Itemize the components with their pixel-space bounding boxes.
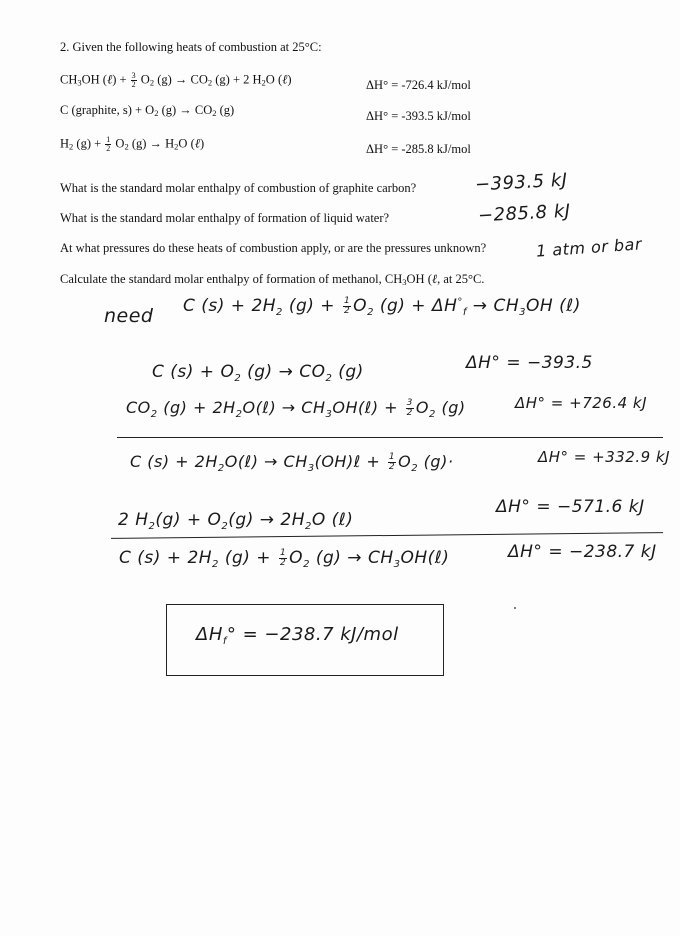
question-4: Calculate the standard molar enthalpy of formation of methanol, $CH_3OH$ (ℓ, at 25°C. — [60, 272, 485, 287]
reaction-1-enthalpy: ΔH° = -726.4 kJ/mol — [366, 78, 471, 92]
sum-line-1 — [117, 437, 663, 438]
step-5-equation: C $(s) + 2H_2$ (g) + $\frac{1}{2}$ $O_2$ $(g) \to CH_3OH(\ell)$ — [119, 547, 450, 570]
step-3-enthalpy: ΔH° = +332.9 kJ — [538, 448, 671, 466]
fraction: $\frac{1}{2}$ — [106, 135, 111, 153]
fraction: $\frac{3}{2}$ — [406, 398, 413, 418]
reaction-2-equation: C (graphite, $s) + O_2$ $(g) \to CO_2$ (g) — [60, 103, 235, 118]
reaction-3-equation: $H_2$ (g) + $\frac{1}{2}$ $O_2$ $(g) \to H_2O$ (ℓ) — [60, 135, 205, 153]
fraction: $\frac{1}{2}$ — [279, 547, 287, 568]
answer-3: 1 atm or bar — [535, 234, 643, 261]
reaction-3-enthalpy: ΔH° = -285.8 kJ/mol — [366, 142, 471, 156]
sum-line-2 — [111, 532, 663, 539]
step-4-equation: 2 $H_2(g) + O_2(g) \to 2H_2O$ (ℓ) — [118, 510, 354, 532]
need-equation: C $(s) + 2H_2$ (g) + $\frac{1}{2}$ $O_2$ $(g) + \Delta H^\circ_f \to CH_3OH$ (ℓ) — [183, 295, 581, 318]
step-2-enthalpy: ΔH° = +726.4 kJ — [515, 394, 648, 412]
answer-2: −285.8 kJ — [477, 200, 572, 227]
step-3-equation: C $(s) + 2H_2O(\ell)$ → $CH_3(OH)\ell$ + $\frac{1}{2}$ $O_2$ (g)· — [130, 452, 454, 474]
need-label: need — [104, 305, 154, 327]
fraction: $\frac{3}{2}$ — [131, 71, 136, 89]
fraction: $\frac{1}{2}$ — [343, 295, 351, 316]
question-2: What is the standard molar enthalpy of formation of liquid water? — [60, 211, 390, 225]
reaction-2-enthalpy: ΔH° = -393.5 kJ/mol — [366, 109, 471, 123]
step-5-enthalpy: ΔH° = −238.7 kJ — [508, 542, 657, 562]
fraction: $\frac{1}{2}$ — [388, 452, 396, 472]
step-2-equation: $CO_2$ $(g) + 2H_2O(\ell)$ → $CH_3OH(\ell)$ + $\frac{3}{2}$ $O_2$ (g) — [126, 398, 466, 420]
reaction-1-equation: $CH_3OH$ (ℓ) + $\frac{3}{2}$ $O_2$ $(g) \to CO_2$ (g) + 2 $H_2O$ (ℓ) — [60, 71, 292, 89]
step-4-enthalpy: ΔH° = −571.6 kJ — [496, 497, 645, 517]
stray-mark — [514, 607, 516, 609]
question-header: 2. Given the following heats of combustion at 25°C: — [60, 40, 322, 54]
step-1-equation: C $(s) + O_2$ $(g) \to CO_2$ (g) — [152, 362, 364, 384]
final-answer: $\Delta H_f^\circ = -238.7$ kJ/mol — [196, 624, 399, 647]
step-1-enthalpy: ΔH° = −393.5 — [466, 353, 593, 373]
question-1: What is the standard molar enthalpy of combustion of graphite carbon? — [60, 181, 417, 195]
answer-1: −393.5 kJ — [474, 169, 569, 196]
question-3: At what pressures do these heats of combustion apply, or are the pressures unknown? — [60, 241, 487, 255]
